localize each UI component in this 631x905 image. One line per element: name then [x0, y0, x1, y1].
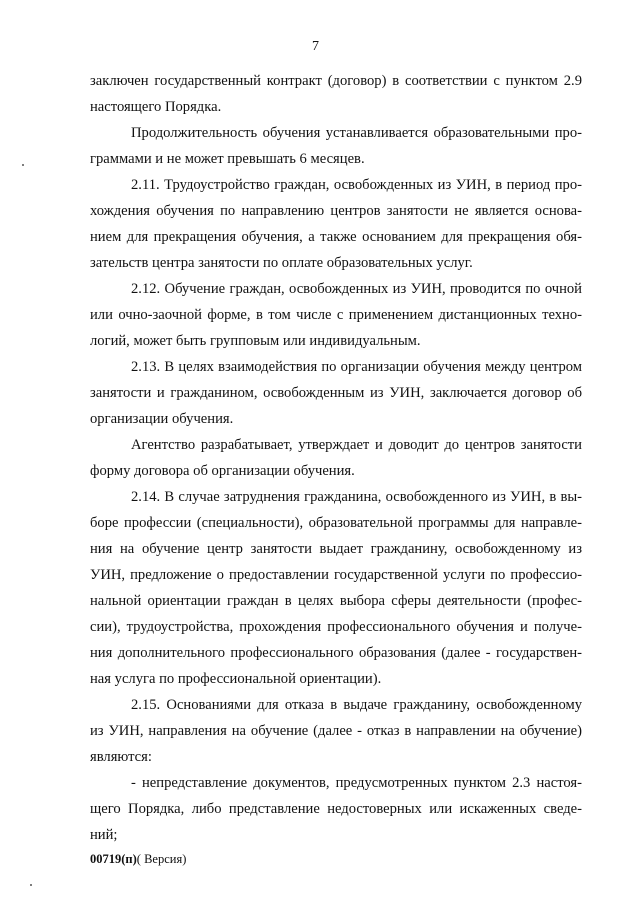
text-line: УИН, предложение о предоставлении государственной услуги по профессио- [90, 567, 582, 583]
text-line: сии), трудоустройства, прохождения профессионального обучения и получе- [90, 619, 582, 635]
paragraph-first-line: 2.14. В случае затруднения гражданина, освобожденного из УИН, в вы- [131, 489, 582, 505]
footer-code: 00719(п) [90, 852, 137, 866]
text-line: ная услуга по профессиональной ориентации). [90, 671, 382, 687]
document-footer [90, 851, 186, 867]
text-line: логий, может быть групповым или индивидуальным. [90, 333, 421, 349]
text-line: нальной ориентации граждан в целях выбора сферы деятельности (профес- [90, 593, 582, 609]
paragraph-first-line: Продолжительность обучения устанавливается образовательными про- [131, 125, 582, 141]
paragraph-first-line: 2.11. Трудоустройство граждан, освобожденных из УИН, в период про- [131, 177, 582, 193]
text-line: зательств центра занятости по оплате образовательных услуг. [90, 255, 473, 271]
text-line: ний; [90, 827, 118, 843]
text-line: являются: [90, 749, 152, 765]
paragraph-first-line: - непредставление документов, предусмотренных пунктом 2.3 настоя- [131, 775, 582, 791]
paragraph-first-line: 2.13. В целях взаимодействия по организации обучения между центром [131, 359, 582, 375]
text-line: граммами и не может превышать 6 месяцев. [90, 151, 365, 167]
text-line: хождения обучения по направлению центров занятости не является основа- [90, 203, 582, 219]
text-line: нием для прекращения обучения, а также основанием для прекращения обя- [90, 229, 582, 245]
text-line: занятости и гражданином, освобожденным из УИН, заключается договор об [90, 385, 582, 401]
text-line: или очно-заочной форме, в том числе с применением дистанционных техно- [90, 307, 582, 323]
footer-version: ( Версия) [136, 852, 187, 866]
text-line: настоящего Порядка. [90, 99, 222, 115]
paragraph-first-line: 2.12. Обучение граждан, освобожденных из УИН, проводится по очной [131, 281, 582, 297]
text-line: ния на обучение центр занятости выдает гражданину, освобожденному из [90, 541, 582, 557]
text-line: организации обучения. [90, 411, 234, 427]
text-line: щего Порядка, либо представление недостоверных или искаженных сведе- [90, 801, 582, 817]
text-line: боре профессии (специальности), образовательной программы для направле- [90, 515, 582, 531]
text-line: заключен государственный контракт (договор) в соответствии с пунктом 2.9 [90, 73, 582, 89]
paragraph-first-line: 2.15. Основаниями для отказа в выдаче гражданину, освобожденному [131, 697, 582, 713]
scan-speck [22, 164, 24, 166]
page-number: 7 [312, 39, 319, 54]
text-line: форму договора об организации обучения. [90, 463, 355, 479]
text-line: ния дополнительного профессионального образования (далее - государствен- [90, 645, 582, 661]
paragraph-first-line: Агентство разрабатывает, утверждает и доводит до центров занятости [131, 437, 582, 453]
scan-speck [30, 884, 32, 886]
text-line: из УИН, направления на обучение (далее - отказ в направлении на обучение) [90, 723, 582, 739]
